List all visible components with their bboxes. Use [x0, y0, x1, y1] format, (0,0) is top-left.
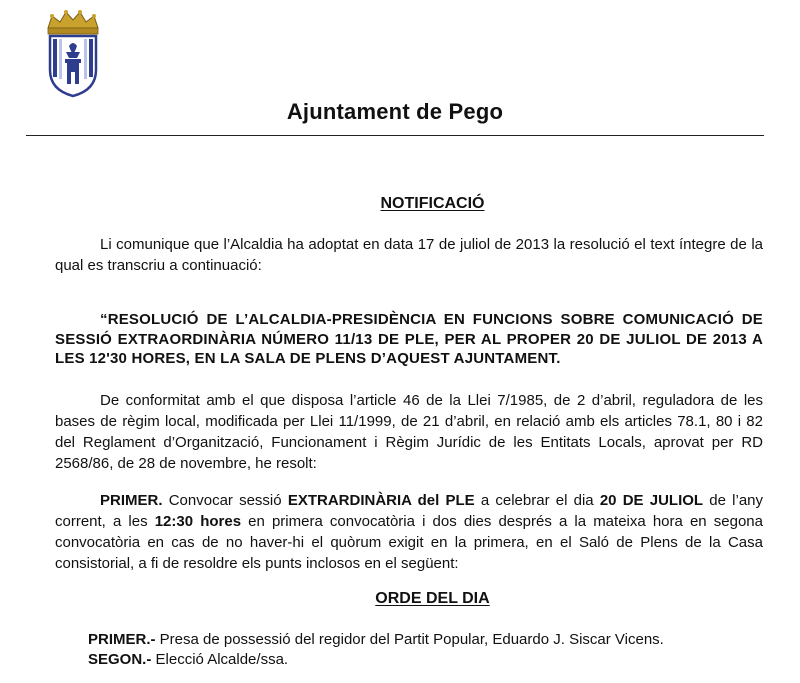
organization-title: Ajuntament de Pego [286, 99, 504, 124]
resolution-title: “RESOLUCIÓ DE L’ALCALDIA-PRESIDÈNCIA EN FUNCIONS SOBRE COMUNICACIÓ DE SESSIÓ EXTRAORDINÀRIA NÚMERO 11/13 DE PLE, PER AL PROPER 20 DE JULIOL DE 2013 A LES 12'30 HORES, EN LA SALA DE PLENS D’AQUEST AJUNTAMENT. [55, 311, 763, 367]
intro-paragraph: Li comunique que l’Alcaldia ha adoptat en data 17 de juliol de 2013 la resolució el text íntegre de la qual es transcriu a continuació: [55, 236, 763, 274]
primer-label: PRIMER. [100, 492, 163, 509]
agenda-item-text: Presa de possessió del regidor del Partit Popular, Eduardo J. Siscar Vicens. [155, 631, 664, 648]
session-date: 20 DE JULIOL [599, 492, 704, 509]
primer-text-1: Convocar sessió [162, 492, 288, 509]
legal-basis-paragraph: De conformitat amb el que disposa l’article 46 de la Llei 7/1985, de 2 d’abril, reguladora de les bases de règim local, modificada per Llei 11/1999, de 21 d’abril, en relació amb els articles 78.1, 80 i 82 del Reglament d’Organització, Funcionament i Règim Jurídic de les Entitats Locals, aprovat per RD 2568/86, de 28 de novembre, he resolt: [55, 392, 763, 472]
agenda-item-text: Elecció Alcalde/ssa. [151, 651, 289, 668]
primer-text-4: en primera convocatòria i dos dies després a la mateixa hora en segona convocatòria en cas de no haver-hi el quòrum exigit en la primera, en el Saló de Plens de la Casa consistorial, a fi de resoldre els punts inclosos en el següent: [55, 513, 763, 572]
first-resolution-paragraph [55, 490, 763, 574]
session-type: EXTRARDINÀRIA del PLE [287, 492, 475, 509]
primer-text-3: de l’any corrent, a les [55, 492, 764, 530]
agenda-item [88, 630, 778, 650]
agenda-item-label: SEGON.- [88, 651, 152, 668]
coat-of-arms-icon [42, 8, 104, 98]
agenda-item [88, 650, 778, 670]
notification-title: NOTIFICACIÓ [380, 195, 485, 212]
agenda-item-label: PRIMER.- [88, 631, 156, 648]
primer-text-2: a celebrar el dia [474, 492, 600, 509]
header-divider [26, 135, 764, 136]
session-time: 12:30 hores [154, 513, 242, 530]
agenda-title: ORDE DEL DIA [375, 590, 490, 607]
